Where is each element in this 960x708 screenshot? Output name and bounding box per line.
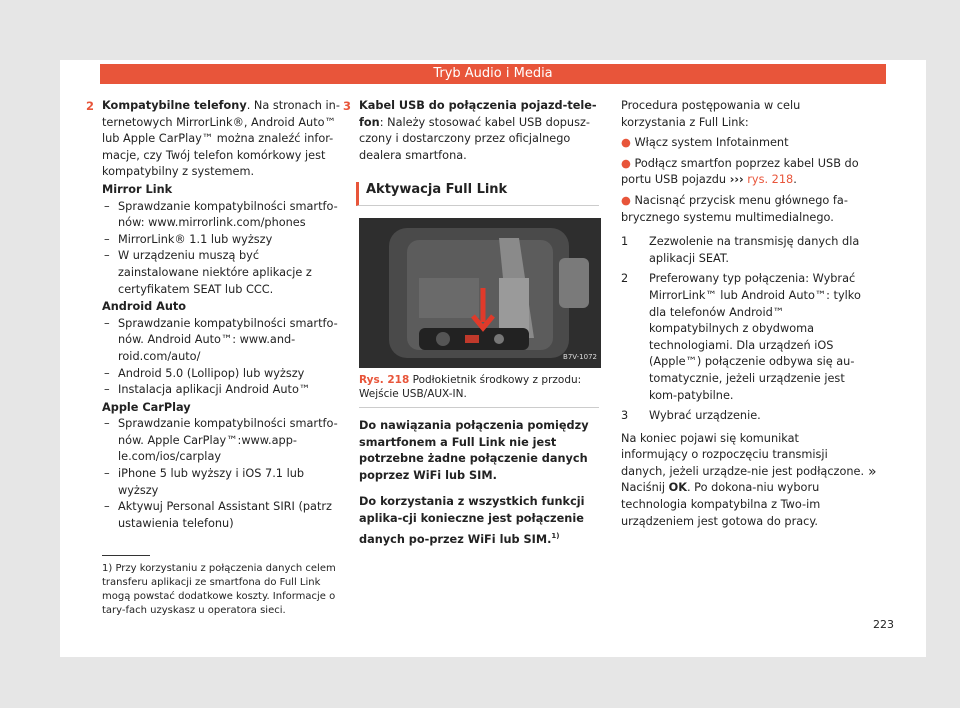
usb-cable-paragraph: Kabel USB do połączenia pojazd-tele-fon: Należy stosować kabel USB dopusz-czony i dostarczony przez oficjalnego dealera smartfona.: [359, 99, 597, 162]
bullet-item: ● Włącz system Infotainment: [621, 136, 789, 150]
armrest-usb-figure: [359, 218, 601, 368]
list-item: – Sprawdzanie kompatybilności smartfo-nów. Android Auto™: www.and-roid.com/auto/: [102, 316, 342, 366]
reference-arrows: ›››: [729, 173, 744, 187]
page-header: Tryb Audio i Media: [100, 64, 886, 84]
section-title-full-link: Aktywacja Full Link: [356, 182, 599, 206]
list-item: – Aktywuj Personal Assistant SIRI (patrz ustawienia telefonu): [102, 499, 342, 532]
column-left: [86, 98, 342, 532]
figure-reference-link[interactable]: rys. 218: [747, 173, 794, 187]
no-data-connection-note: Do nawiązania połączenia pomiędzy smartfonem a Full Link nie jest potrzebne żadne połączenie danych poprzez WiFi lub SIM.: [359, 418, 589, 482]
bullet-item: ● Nacisnąć przycisk menu głównego fa-brycznego systemu multimedialnego.: [621, 193, 848, 224]
mirror-link-heading: Mirror Link: [102, 182, 173, 196]
list-item: – Sprawdzanie kompatybilności smartfo-nów. Apple CarPlay™:www.app-le.com/ios/carplay: [102, 416, 342, 466]
number-icon-3: 3: [343, 99, 352, 113]
bullet-icon: ●: [621, 156, 631, 170]
list-item: – W urządzeniu muszą być zainstalowane niektóre aplikacje z certyfikatem SEAT lub CCC.: [102, 248, 342, 298]
step-item: 2 Preferowany typ połączenia: Wybrać MirrorLink™ lub Android Auto™: tylko dla telefonów Android™ kompatybilnych z obydwoma technologiami. Dla urządzeń iOS (Apple™) połączenie odbywa się au-tomatycznie, jeżeli urządzenie jest kom-patybilne.: [621, 272, 861, 402]
page-number: 223: [873, 618, 894, 631]
continue-arrow-icon: »: [868, 464, 877, 480]
step-item: 1 Zezwolenie na transmisję danych dla aplikacji SEAT.: [621, 235, 860, 265]
figure-code: B7V-1072: [563, 353, 597, 362]
column-right: [621, 98, 865, 530]
footnote: 1) Przy korzystaniu z połączenia danych celem transferu aplikacji ze smartfona do Full Link mogą powstać dodatkowe koszty. Informacje o tary-fach uzyskasz u operatora sieci.: [102, 563, 336, 616]
list-item: – Sprawdzanie kompatybilności smartfo-nów: www.mirrorlink.com/phones: [102, 199, 342, 232]
figure-caption: Rys. 218 Podłokietnik środkowy z przodu: Wejście USB/AUX-IN.: [359, 373, 599, 408]
footnote-divider: [102, 555, 150, 556]
apple-carplay-heading: Apple CarPlay: [102, 400, 191, 414]
armrest-illustration: [359, 218, 601, 368]
android-auto-heading: Android Auto: [102, 300, 187, 314]
list-item: – iPhone 5 lub wyższy i iOS 7.1 lub wyższy: [102, 466, 342, 499]
step-item: 3 Wybrać urządzenie.: [621, 409, 761, 423]
bullet-icon: ●: [621, 136, 631, 150]
compatible-phones-paragraph: Kompatybilne telefony. Na stronach in-ternetowych MirrorLink®, Android Auto™ lub Apple CarPlay™ można znaleźć infor-macje, czy Twój telefon komórkowy jest kompatybilny z systemem.: [102, 99, 340, 179]
list-item: – Android 5.0 (Lollipop) lub wyższy: [102, 366, 342, 383]
column-middle: [343, 98, 599, 548]
list-item: – Instalacja aplikacji Android Auto™: [102, 382, 342, 399]
data-connection-required-note: Do korzystania z wszystkich funkcji aplika-cji konieczne jest połączenie danych po-przez WiFi lub SIM.$^{1)}$: [359, 495, 585, 546]
procedure-outro: Na koniec pojawi się komunikat informujący o rozpoczęciu transmisji danych, jeżeli urządze-nie jest podłączone. Naciśnij OK. Po dokona-niu wyboru technologia kompatybilna z Two-im urządzeniem jest gotowa do pracy.: [621, 431, 865, 528]
procedure-intro: Procedura postępowania w celu korzystania z Full Link:: [621, 99, 801, 129]
bullet-item: ● Podłącz smartfon poprzez kabel USB do portu USB pojazdu ››› rys. 218.: [621, 156, 859, 187]
bullet-icon: ●: [621, 193, 631, 207]
document-page: [60, 60, 926, 657]
list-item: – MirrorLink® 1.1 lub wyższy: [102, 232, 342, 249]
number-icon-2: 2: [86, 99, 95, 113]
